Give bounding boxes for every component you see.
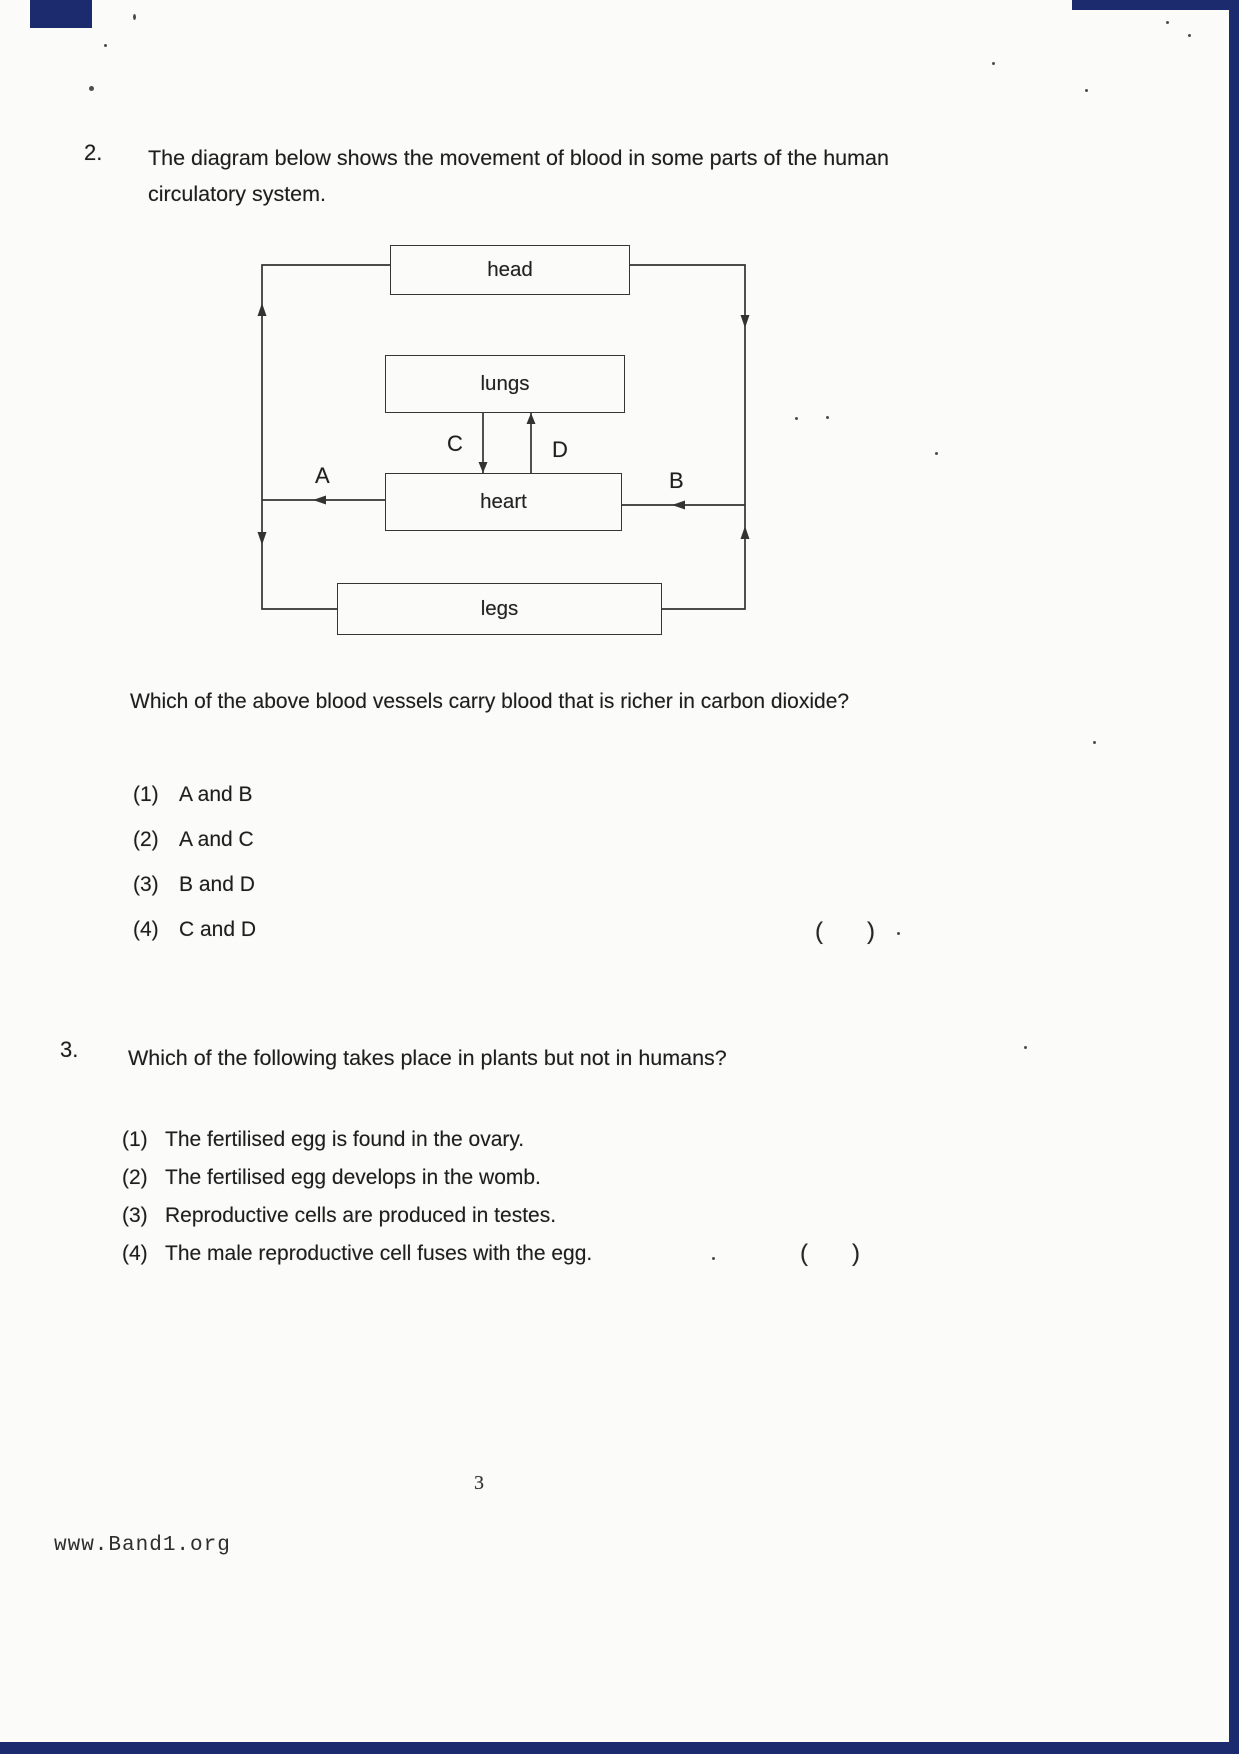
option-text: The fertilised egg is found in the ovary.: [165, 1128, 525, 1151]
option-text: A and B: [179, 783, 253, 806]
scan-artifact-bottom-edge: [0, 1742, 1239, 1754]
option-text: B and D: [179, 873, 255, 896]
scan-speck: [1188, 34, 1191, 37]
arrow-a-icon: [313, 496, 326, 505]
scan-artifact-top-right: [1072, 0, 1239, 10]
diagram-node-lungs: [385, 355, 625, 413]
option-label: (4): [133, 918, 159, 941]
scan-speck: [712, 1257, 715, 1260]
option-label: (3): [133, 873, 159, 896]
scan-speck: [795, 417, 798, 420]
option-row: [122, 1128, 592, 1152]
option-label: (1): [122, 1128, 148, 1151]
question-2-answer-brackets: [815, 918, 875, 946]
option-row: [122, 1166, 592, 1190]
node-heart-label: heart: [480, 490, 527, 513]
option-label: (4): [122, 1242, 148, 1265]
scan-speck: [992, 62, 995, 65]
scan-speck: [133, 14, 136, 20]
arrow-up-left-icon: [258, 303, 267, 316]
scan-artifact-top-left: [30, 0, 92, 28]
option-row: [122, 1204, 592, 1228]
option-text: C and D: [179, 918, 257, 941]
diagram-node-head: [390, 245, 630, 295]
option-text: The male reproductive cell fuses with the egg.: [165, 1242, 593, 1265]
option-label: (2): [133, 828, 159, 851]
question-2-number: 2.: [84, 140, 103, 165]
question-3-options: [122, 1128, 592, 1266]
question-3-number: 3.: [60, 1037, 79, 1062]
arrow-down-left-icon: [258, 532, 267, 545]
node-lungs-label: lungs: [480, 372, 530, 395]
scan-speck: [897, 932, 900, 935]
option-label: (1): [133, 783, 159, 806]
option-row: [133, 828, 256, 852]
question-3-stem: Which of the following takes place in plants but not in humans?: [128, 1046, 727, 1070]
option-text: The fertilised egg develops in the womb.: [165, 1166, 541, 1189]
arrow-b-icon: [672, 501, 685, 510]
circulatory-diagram: [255, 243, 755, 643]
scan-speck: [89, 86, 94, 91]
bracket-open: (: [800, 1240, 808, 1267]
arrow-c-icon: [479, 462, 488, 473]
option-label: (3): [122, 1204, 148, 1227]
node-legs-label: legs: [480, 597, 519, 620]
scan-speck: [935, 452, 938, 455]
scan-speck: [1166, 21, 1169, 24]
left-vessel-line: [262, 265, 390, 609]
page-number: 3: [474, 1472, 484, 1494]
bracket-open: (: [815, 918, 823, 945]
question-2-options: [133, 783, 256, 942]
arrow-down-right-icon: [741, 315, 750, 328]
diagram-node-legs: [337, 583, 662, 635]
vessel-label-b: B: [669, 468, 684, 493]
arrow-d-icon: [527, 413, 536, 424]
vessel-label-d: D: [552, 437, 568, 462]
arrow-up-right-icon: [741, 526, 750, 539]
scan-speck: [1093, 741, 1096, 744]
diagram-node-heart: [385, 473, 622, 531]
option-row: [133, 918, 256, 942]
question-2-stem: The diagram below shows the movement of blood in some parts of the human circulatory system.: [148, 146, 889, 206]
node-head-label: head: [487, 258, 533, 281]
right-vessel-line: [630, 265, 745, 609]
vessel-label-c: C: [447, 431, 463, 456]
scan-artifact-right-edge: [1229, 0, 1239, 1754]
question-3-answer-brackets: [800, 1240, 860, 1268]
scan-speck: [826, 416, 829, 419]
scan-speck: [1085, 89, 1088, 92]
vessel-label-a: A: [315, 463, 330, 488]
scan-speck: [104, 44, 107, 47]
option-row: [133, 873, 256, 897]
bracket-close: ): [867, 918, 875, 945]
option-text: A and C: [179, 828, 254, 851]
option-text: Reproductive cells are produced in testes.: [165, 1204, 557, 1227]
question-2-prompt: Which of the above blood vessels carry blood that is richer in carbon dioxide?: [130, 690, 850, 713]
scan-speck: [1024, 1046, 1027, 1049]
bracket-close: ): [852, 1240, 860, 1267]
option-row: [133, 783, 256, 807]
option-label: (2): [122, 1166, 148, 1189]
watermark: www.Band1.org: [54, 1534, 231, 1557]
option-row: [122, 1242, 592, 1266]
